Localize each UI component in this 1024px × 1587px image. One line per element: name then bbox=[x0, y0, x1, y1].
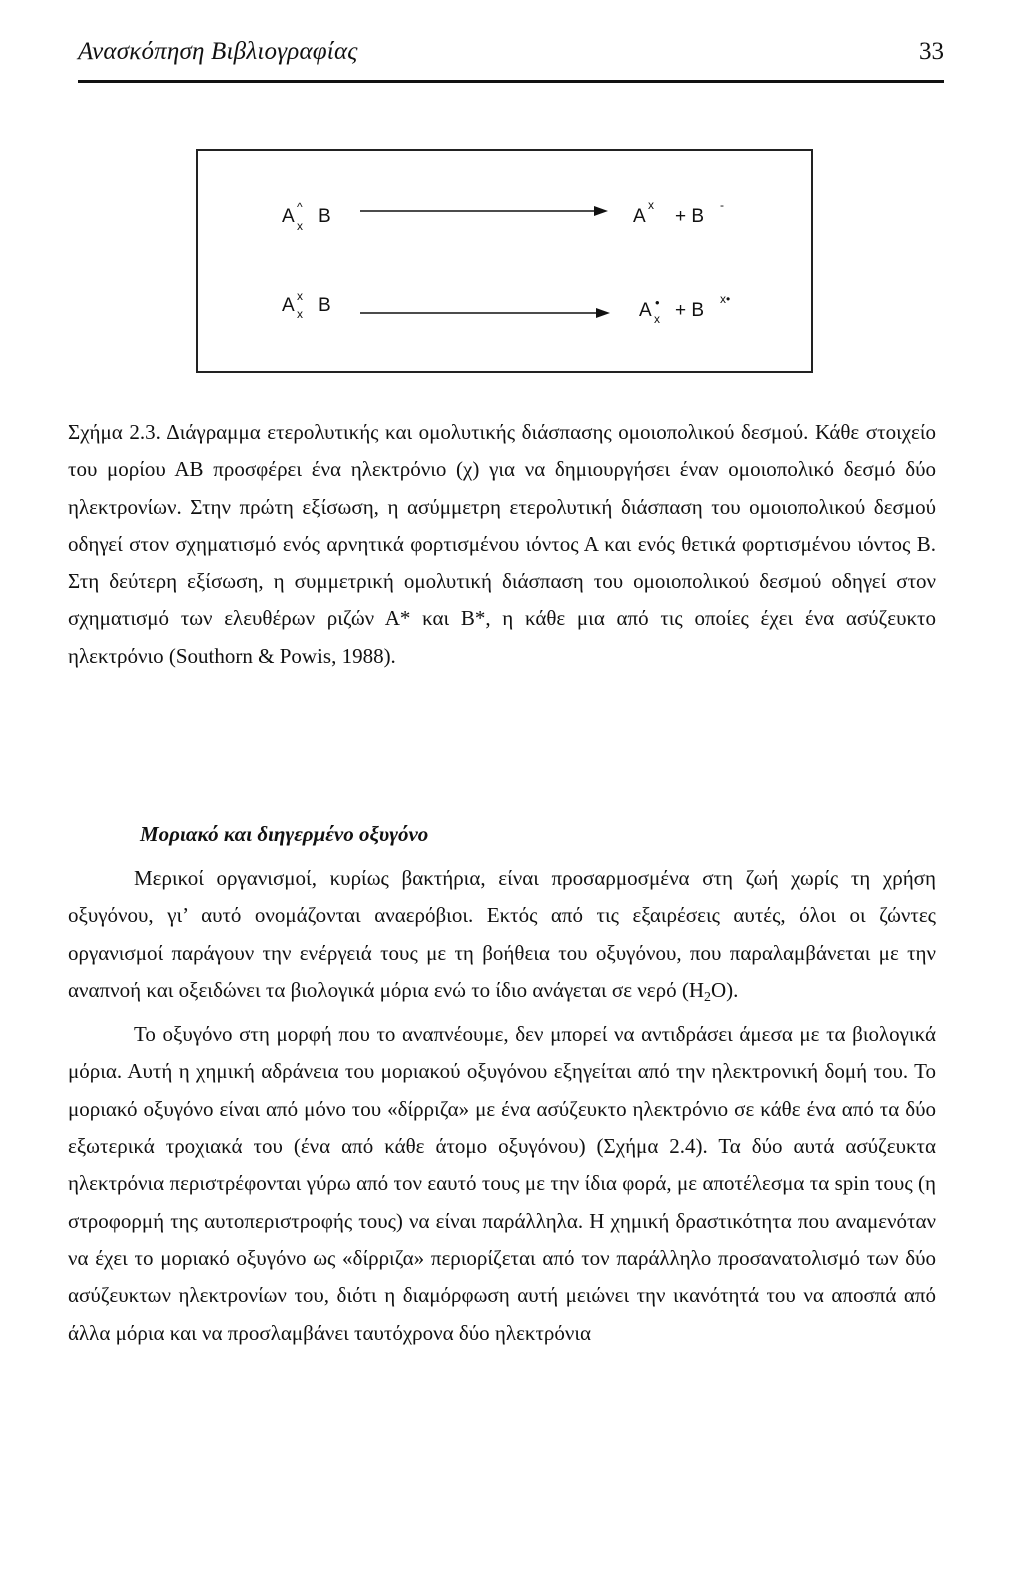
eq1-left-x: x bbox=[297, 219, 303, 233]
caption-label: Σχήμα 2.3. bbox=[68, 420, 161, 444]
caption-body: Κάθε στοιχείο του μορίου ΑΒ προσφέρει ένα ηλεκτρόνιο (χ) για να δημιουργήσει έναν ομοιοπολικό δεσμό δύο ηλεκτρονίων. Στην πρώτη εξίσωση, η ασύμμετρη ετερολυτική διάσπαση του ομοιοπολικού δεσμού οδηγεί στον σχηματισμό ενός αρνητικά φορτισμένου ιόντος Α και ενός θετικά φορτισμένου ιόντος Β. Στη δεύτερη εξίσωση, η συμμετρική ομολυτική διάσπαση του ομοιοπολικού δεσμού οδηγεί στον σχηματισμό των ελευθέρων ριζών Α* και Β*, η κάθε μια από τις οποίες έχει ένα ασύζευκτο ηλεκτρόνιο (Southorn & Powis, 1988). bbox=[68, 420, 937, 668]
eq1-left-a: A bbox=[282, 206, 295, 227]
eq2-right-plus-b: + B bbox=[675, 300, 705, 321]
eq1-left-dot: ^ bbox=[297, 200, 303, 214]
bond-cleavage-diagram bbox=[198, 151, 811, 371]
figure-caption bbox=[68, 414, 936, 675]
eq1-right-plus-b: + B bbox=[675, 206, 705, 227]
water-subscript: 2 bbox=[704, 989, 712, 1005]
eq2-arrowhead bbox=[596, 308, 610, 318]
paragraph-1 bbox=[68, 860, 936, 1016]
eq2-left-x-bottom: x bbox=[297, 307, 303, 321]
paragraph-1-text: Μερικοί οργανισμοί, κυρίως βακτήρια, είναι προσαρμοσμένα στη ζωή χωρίς τη χρήση οξυγόνου, γι’ αυτό ονομάζονται αναερόβιοι. Εκτός από τις εξαιρέσεις αυτές, όλοι οι ζώντες οργανισμοί παράγουν την ενέργειά τους με τη βοήθεια του οξυγόνου, που παραλαμβάνεται με την αναπνοή και οξειδώνει τα βιολογικά μόρια ενώ το ίδιο ανάγεται σε νερό (H bbox=[68, 866, 936, 1002]
section-heading: Μοριακό και διηγερμένο οξυγόνο bbox=[140, 822, 429, 846]
eq2-right-a-dot: • bbox=[655, 295, 660, 310]
bond-cleavage-figure bbox=[196, 149, 813, 373]
paragraph-2: Το οξυγόνο στη μορφή που το αναπνέουμε, δεν μπορεί να αντιδράσει άμεσα με τα βιολογικά μόρια. Αυτή η χημική αδράνεια του μοριακού οξυγόνου εξηγείται από την ηλεκτρονική δομή του. Το μοριακό οξυγόνο είναι από μόνο του «δίρριζα» με ένα ασύζευκτο ηλεκτρόνιο σε κάθε ένα από τα δύο εξωτερικά τροχιακά του (ένα από κάθε άτομο οξυγόνου) (Σχήμα 2.4). Τα δύο αυτά ασύζευκτα ηλεκτρόνια περιστρέφονται γύρω από τον εαυτό τους με την ίδια φορά, με αποτέλεσμα τα spin τους (η στροφορμή της αυτοπεριστροφής τους) να είναι παράλληλα. Η χημική δραστικότητα που αναμενόταν να έχει το μοριακό οξυγόνο ως «δίρριζα» περιορίζεται από τον παράλληλο προσανατολισμό των δύο ασύζευκτων ηλεκτρονίων του, διότι η διαμόρφωση αυτή μειώνει την ικανότητά του να αποσπά από άλλα μόρια και να προσλαμβάνει ταυτόχρονα δύο ηλεκτρόνια bbox=[68, 1022, 936, 1345]
header-title: Ανασκόπηση Βιβλιογραφίας bbox=[78, 38, 358, 65]
page-number: 33 bbox=[919, 38, 944, 65]
eq1-right-a-sup: x bbox=[648, 198, 654, 212]
header-rule bbox=[78, 80, 944, 83]
section-body bbox=[68, 860, 936, 1352]
eq2-right-b-sup: x• bbox=[720, 292, 731, 306]
eq2-left-a: A bbox=[282, 295, 295, 316]
caption-paragraph bbox=[68, 414, 936, 675]
eq1-right-a: A bbox=[633, 206, 646, 227]
eq1-right-b-sup: - bbox=[720, 198, 724, 212]
eq2-right-a: A bbox=[639, 300, 652, 321]
eq1-left-b: B bbox=[318, 206, 331, 227]
eq2-left-b: B bbox=[318, 295, 331, 316]
eq1-arrowhead bbox=[594, 206, 608, 216]
paragraph-1-end: O). bbox=[711, 977, 739, 1002]
running-header bbox=[78, 38, 944, 78]
caption-title: Διάγραμμα ετερολυτικής και ομολυτικής διάσπασης ομοιοπολικού δεσμού. bbox=[166, 420, 809, 444]
eq2-right-a-sub: x bbox=[654, 312, 660, 326]
eq2-left-x-top: x bbox=[297, 289, 303, 303]
